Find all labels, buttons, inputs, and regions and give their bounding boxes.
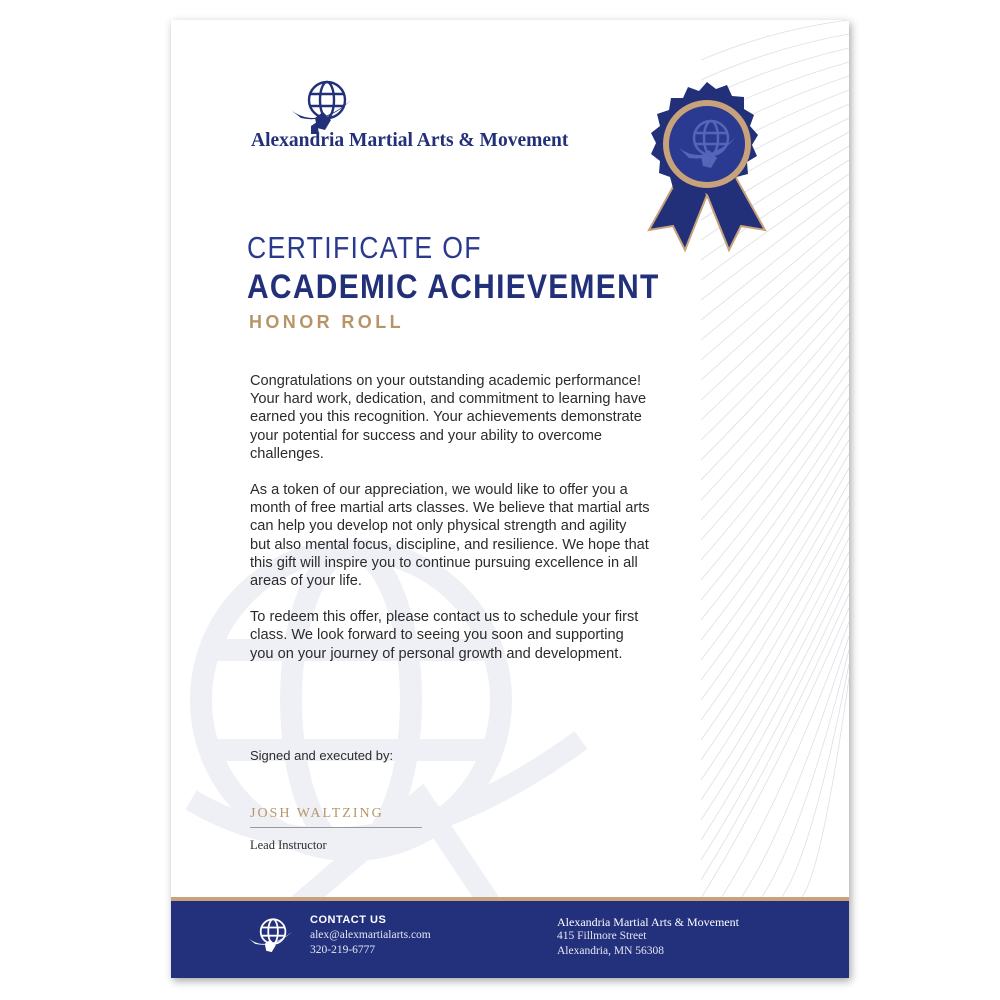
globe-belt-logo-icon — [287, 78, 357, 136]
contact-email: alex@alexmartialarts.com — [310, 929, 431, 941]
organization-name: Alexandria Martial Arts & Movement — [251, 130, 569, 151]
certificate-title-line2: ACADEMIC ACHIEVEMENT — [247, 268, 660, 306]
certificate-body — [250, 372, 650, 681]
body-paragraph-3: To redeem this offer, please contact us to schedule your first class. We look forward to seeing you soon and supporting you on your journey of personal growth and development. — [250, 609, 639, 662]
footer — [171, 901, 849, 978]
globe-belt-footer-icon — [247, 915, 295, 955]
signed-label: Signed and executed by: — [250, 748, 394, 763]
signer-name: JOSH WALTZING — [250, 806, 384, 821]
certificate-page — [171, 20, 849, 978]
contact-phone: 320-219-6777 — [310, 944, 376, 956]
address-street: 415 Fillmore Street — [557, 930, 647, 942]
signature-line — [250, 827, 422, 828]
award-ribbon-icon — [639, 80, 775, 260]
contact-title: CONTACT US — [310, 914, 387, 926]
address-name: Alexandria Martial Arts & Movement — [557, 915, 739, 929]
signer-role: Lead Instructor — [250, 838, 327, 852]
certificate-title-line1: CERTIFICATE OF — [247, 230, 482, 265]
body-paragraph-1: Congratulations on your outstanding academic performance! Your hard work, dedication, and commitment to learning have earned you this recognition. Your achievements demonstrate your potential for success and your ability to overcome challenges. — [250, 373, 647, 462]
body-paragraph-2: As a token of our appreciation, we would like to offer you a month of free martial arts classes. We believe that martial arts can help you develop not only physical strength and agility but also mental focus, discipline, and resilience. We hope that this gift will inspire you to continue pursuing excellence in all areas of your life. — [250, 482, 650, 590]
certificate-subtitle: HONOR ROLL — [249, 312, 404, 332]
address-city: Alexandria, MN 56308 — [557, 945, 664, 957]
